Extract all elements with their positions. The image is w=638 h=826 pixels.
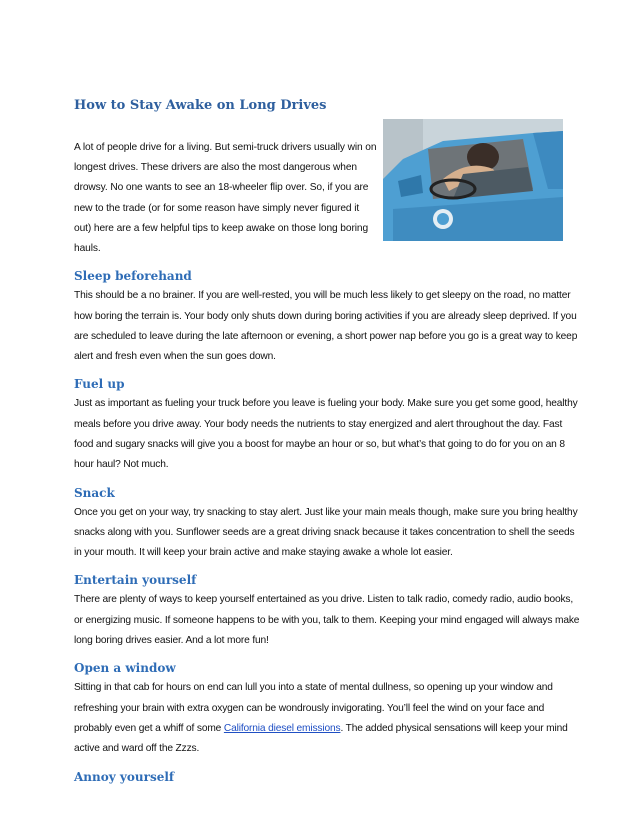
- section-heading-fuel: Fuel up: [74, 377, 125, 392]
- section-heading-snack: Snack: [74, 485, 115, 500]
- section-heading-window: Open a window: [74, 661, 176, 676]
- section-text-sleep: This should be a no brainer. If you are well-rested, you will be much less likely to get sleepy on the road, no matter how boring the terrain is. Your body only shuts down during boring activities if you are already sleep deprived. If you are scheduled to leave during the late afternoon or evening, a short power nap before you go is a great way to keep alert and fresh even when the sun goes down.: [74, 290, 578, 363]
- section-text-entertain: There are plenty of ways to keep yourself entertained as you drive. Listen to talk radio, comedy radio, audio books, or energizing music. If someone happens to be with you, talk to them. Keeping your mind engaged will always make long boring drives easier. And a lot more fun!: [74, 594, 580, 647]
- section-text-window: [74, 678, 580, 759]
- page-title: How to Stay Awake on Long Drives: [74, 98, 327, 113]
- window-text-after: . The added physical sensations will keep your mind active and ward off the Zzzs.: [74, 722, 568, 755]
- section-heading-sleep: Sleep beforehand: [74, 269, 192, 284]
- drowsy-driver-photo: [383, 119, 563, 241]
- section-heading-annoy: Annoy yourself: [74, 769, 175, 784]
- california-diesel-emissions-link[interactable]: California diesel emissions: [223, 722, 341, 734]
- intro-paragraph: A lot of people drive for a living. But semi-truck drivers usually win on longest drives. These drivers are also the most dangerous when drowsy. No one wants to see an 18-wheeler flip over. So, if you are new to the trade (or for some reason have simply never figured it out) here are a few helpful tips to keep awake on those long boring hauls.: [74, 142, 377, 255]
- section-text-fuel: Just as important as fueling your truck before you leave is fueling your body. Make sure you get some good, healthy meals before you drive away. Your body needs the nutrients to stay energized and alert throughout the day. Fast food and sugary snacks will give you a boost for maybe an hour or so, but what’s that going to do for you on an 8 hour haul? Not much.: [74, 398, 578, 471]
- section-text-snack: Once you get on your way, try snacking to stay alert. Just like your main meals though, make sure you bring healthy snacks along with you. Sunflower seeds are a great driving snack because it takes concentration to shell the seeds in your mouth. It will keep your brain active and make staying awake a whole lot easier.: [74, 506, 578, 559]
- window-text-before: Sitting in that cab for hours on end can lull you into a state of mental dullness, so opening up your window and refreshing your brain with extra oxygen can be wondrously invigorating. You’ll feel the wind on your face and probably even get a whiff of some: [74, 682, 553, 734]
- car-illustration: [383, 119, 563, 241]
- section-heading-entertain: Entertain yourself: [74, 573, 197, 588]
